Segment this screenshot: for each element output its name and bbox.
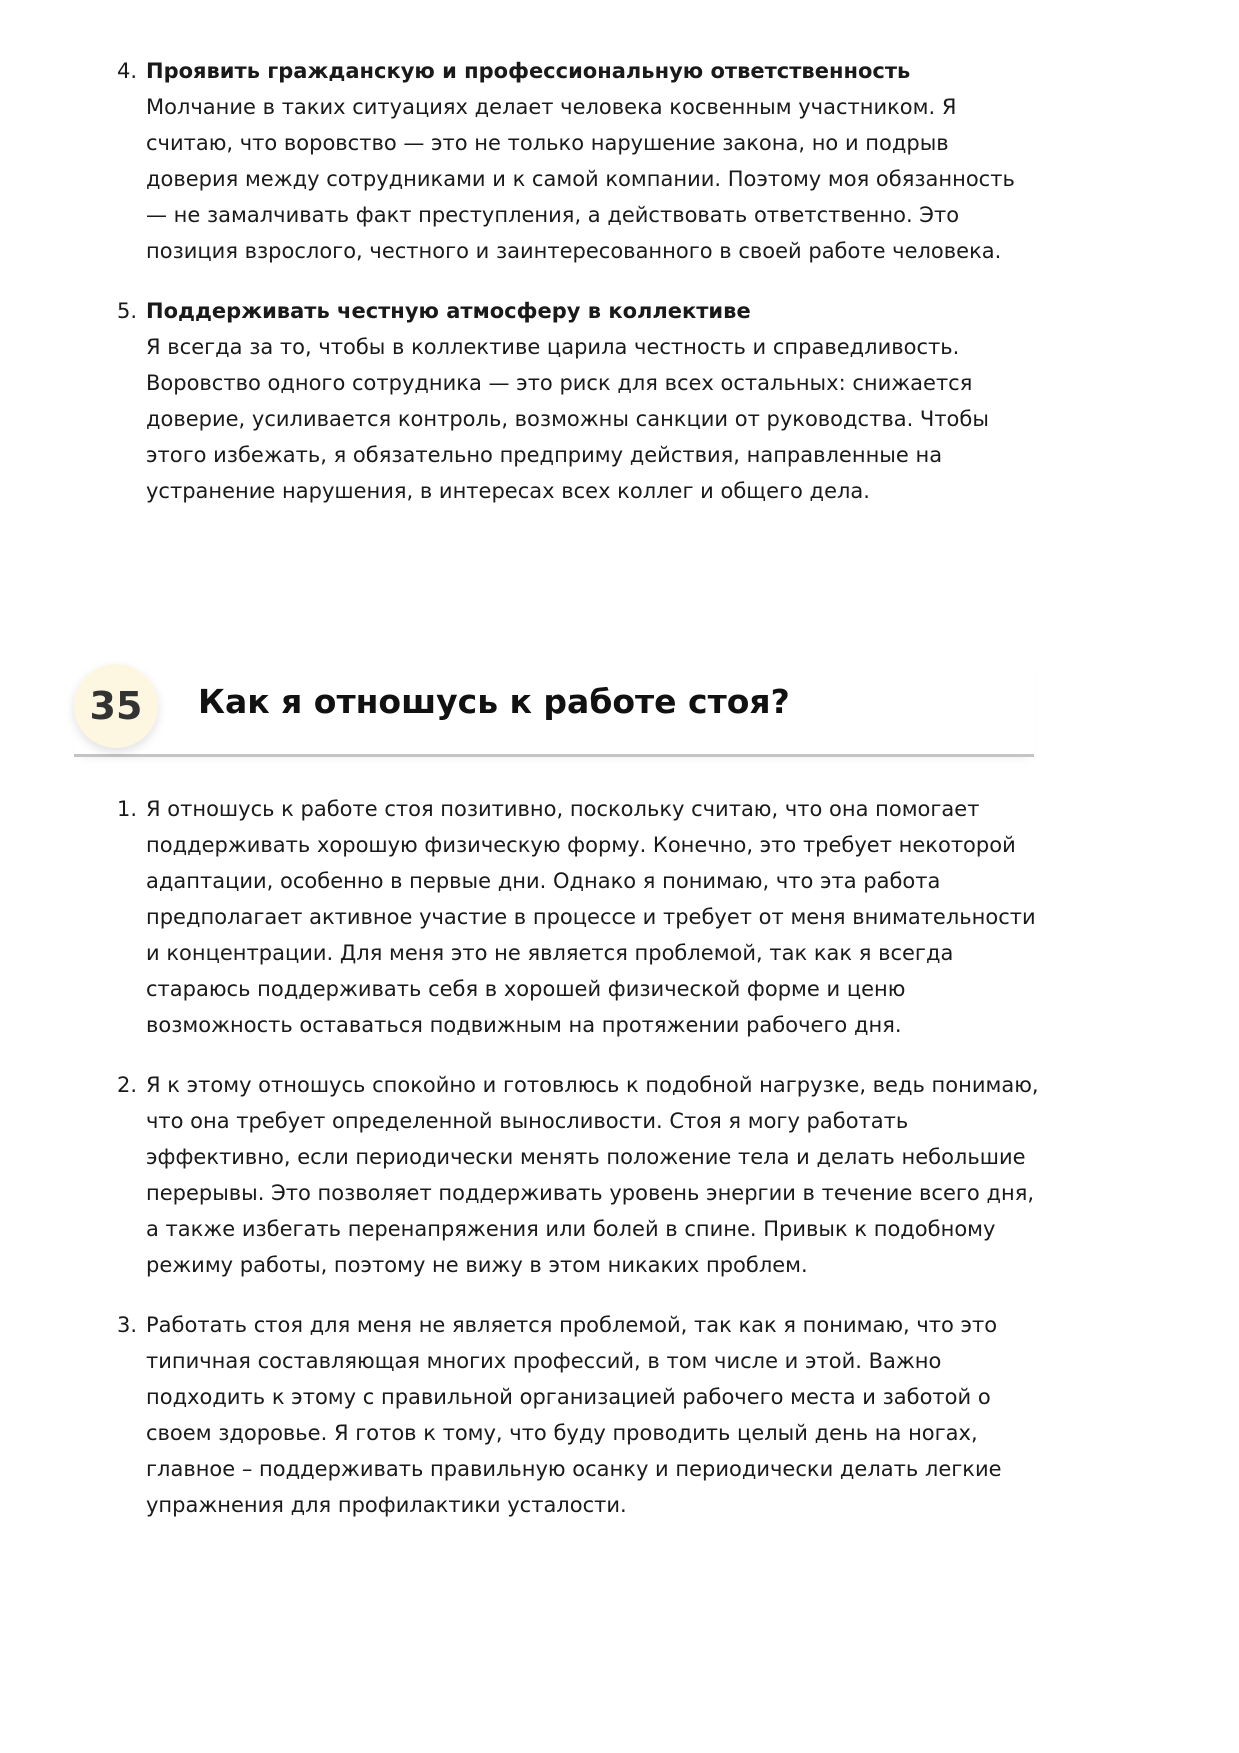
section-title: Как я отношусь к работе стоя? [198,682,790,721]
section-number-badge: 35 [74,664,158,748]
item-text: Я к этому отношусь спокойно и готовлюсь к подобной нагрузке, ведь понимаю, что она требует определенной выносливости. Стоя я могу работать эффективно, если периодически менять положение тела и делать небольшие перерывы. Это позволяет поддерживать уровень энергии в течение всего дня, а также избегать перенапряжения или болей в спине. Привык к подобному режиму работы, поэтому не вижу в этом никаких проблем. [146,1073,1039,1277]
item-number: 3. [117,1313,138,1337]
list-item [105,293,1040,509]
item-title: Проявить гражданскую и профессиональную ответственность [146,59,911,83]
item-number: 1. [117,797,138,821]
list-item [105,1307,1040,1523]
list-item [105,1067,1040,1283]
item-text: Молчание в таких ситуациях делает человека косвенным участником. Я считаю, что воровство — это не только нарушение закона, но и подрыв доверия между сотрудниками и к самой компании. Поэтому моя обязанность — не замалчивать факт преступления, а действовать ответственно. Это позиция взрослого, честного и заинтересованного в своей работе человека. [146,95,1015,263]
list-item [105,53,1040,269]
item-text: Работать стоя для меня не является проблемой, так как я понимаю, что это типичная составляющая многих профессий, в том числе и этой. Важно подходить к этому с правильной организацией рабочего места и заботой о своем здоровье. Я готов к тому, что буду проводить целый день на ногах, главное – поддерживать правильную осанку и периодически делать легкие упражнения для профилактики усталости. [146,1313,1002,1517]
previous-answers-list [105,53,1040,533]
list-item [105,791,1040,1043]
item-text: Я всегда за то, чтобы в коллективе царила честность и справедливость. Воровство одного сотрудника — это риск для всех остальных: снижается доверие, усиливается контроль, возможны санкции от руководства. Чтобы этого избежать, я обязательно предприму действия, направленные на устранение нарушения, в интересах всех коллег и общего дела. [146,335,989,503]
item-number: 4. [117,59,138,83]
item-text: Я отношусь к работе стоя позитивно, поскольку считаю, что она помогает поддерживать хорошую физическую форму. Конечно, это требует некоторой адаптации, особенно в первые дни. Однако я понимаю, что эта работа предполагает активное участие в процессе и требует от меня внимательности и концентрации. Для меня это не является проблемой, так как я всегда стараюсь поддерживать себя в хорошей физической форме и ценю возможность оставаться подвижным на протяжении рабочего дня. [146,797,1036,1037]
item-title: Поддерживать честную атмосферу в коллективе [146,299,751,323]
item-number: 5. [117,299,138,323]
item-number: 2. [117,1073,138,1097]
section-header [74,660,1034,757]
answers-list [105,791,1040,1547]
